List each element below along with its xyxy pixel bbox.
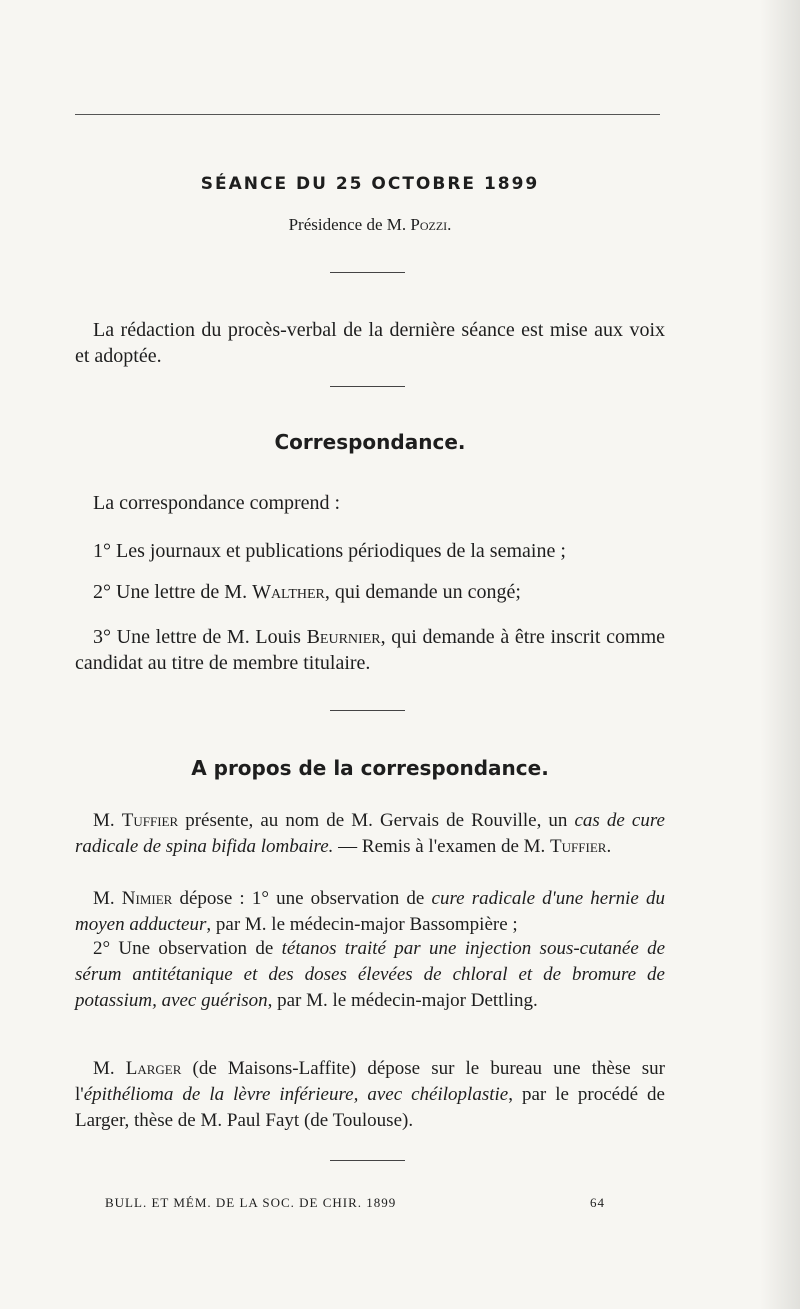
divider-rule <box>330 710 405 711</box>
correspondance-item-2 <box>75 579 665 605</box>
p1-name2: Tuffier <box>550 836 607 857</box>
president-name: Pozzi. <box>410 215 452 234</box>
apropos-paragraph-tuffier <box>75 808 665 860</box>
p2-italic: cure radicale d'une hernie du moyen adducteur <box>75 888 665 935</box>
p2-name: Nimier <box>121 888 173 909</box>
p2-text: dépose : 1° une observation de <box>172 888 432 909</box>
item2-name: Walther <box>252 581 325 603</box>
apropos-paragraph-larger <box>75 1056 665 1134</box>
item3-name: Beurnier <box>306 626 381 648</box>
item2-prefix: 2° Une lettre de M. <box>93 581 253 603</box>
p4-text: (de Maisons-Laffite) dépose sur le bureau une thèse sur l' <box>75 1058 665 1105</box>
session-title: SÉANCE DU 25 OCTOBRE 1899 <box>200 174 540 194</box>
p1-text: présente, au nom de M. Gervais de Rouville, un <box>178 810 575 831</box>
top-rule <box>75 114 660 115</box>
p3-tail: , par M. le médecin-major Dettling. <box>267 990 538 1011</box>
presidence-line <box>0 215 740 235</box>
page-edge-shadow <box>760 0 800 1309</box>
correspondance-lead: La correspondance comprend : <box>93 492 341 514</box>
correspondance-item-1: 1° Les journaux et publications périodiques de la semaine ; <box>93 540 566 562</box>
item3-prefix: 3° Une lettre de M. Louis <box>93 626 307 648</box>
p1-tail: — Remis à l'examen de M. <box>333 836 551 857</box>
item3-suffix: , qui demande à être inscrit comme candidat au titre de membre titulaire. <box>75 626 665 674</box>
page-number: 64 <box>590 1195 605 1210</box>
p3-prefix: 2° Une observation de <box>93 938 282 959</box>
presidence-prefix: Présidence de M. <box>288 215 411 234</box>
correspondance-item-3 <box>75 624 665 676</box>
divider-rule <box>330 386 405 387</box>
p4-name: Larger <box>125 1058 182 1079</box>
correspondance-heading: Correspondance. <box>274 430 466 454</box>
page-footer <box>105 1195 605 1211</box>
item2-suffix: , qui demande un congé; <box>324 581 521 603</box>
p4-italic: épithélioma de la lèvre inférieure, avec chéiloplastie <box>83 1084 509 1105</box>
footer-journal: BULL. ET MÉM. DE LA SOC. DE CHIR. 1899 <box>105 1195 397 1210</box>
apropos-paragraph-nimier <box>75 886 665 938</box>
intro-paragraph: La rédaction du procès-verbal de la dernière séance est mise aux voix et adoptée. <box>75 319 665 367</box>
p1-italic: cas de cure radicale de spina bifida lombaire. <box>75 810 665 857</box>
p2-tail: , par M. le médecin-major Bassompière ; <box>206 914 518 935</box>
p2-m: M. <box>93 888 122 909</box>
p4-tail: , par le procédé de Larger, thèse de M. Paul Fayt (de Toulouse). <box>75 1084 665 1131</box>
p4-m: M. <box>93 1058 126 1079</box>
apropos-paragraph-tetanos <box>75 936 665 1014</box>
apropos-heading: A propos de la correspondance. <box>191 756 549 780</box>
p1-end: . <box>606 836 612 857</box>
divider-rule <box>330 1160 405 1161</box>
p1-name: Tuffier <box>121 810 179 831</box>
p3-italic: tétanos traité par une injection sous-cutanée de sérum antitétanique et des doses élevées de chloral et de bromure de potassium, avec guérison <box>75 938 665 1011</box>
p1-m: M. <box>93 810 122 831</box>
divider-rule <box>330 272 405 273</box>
